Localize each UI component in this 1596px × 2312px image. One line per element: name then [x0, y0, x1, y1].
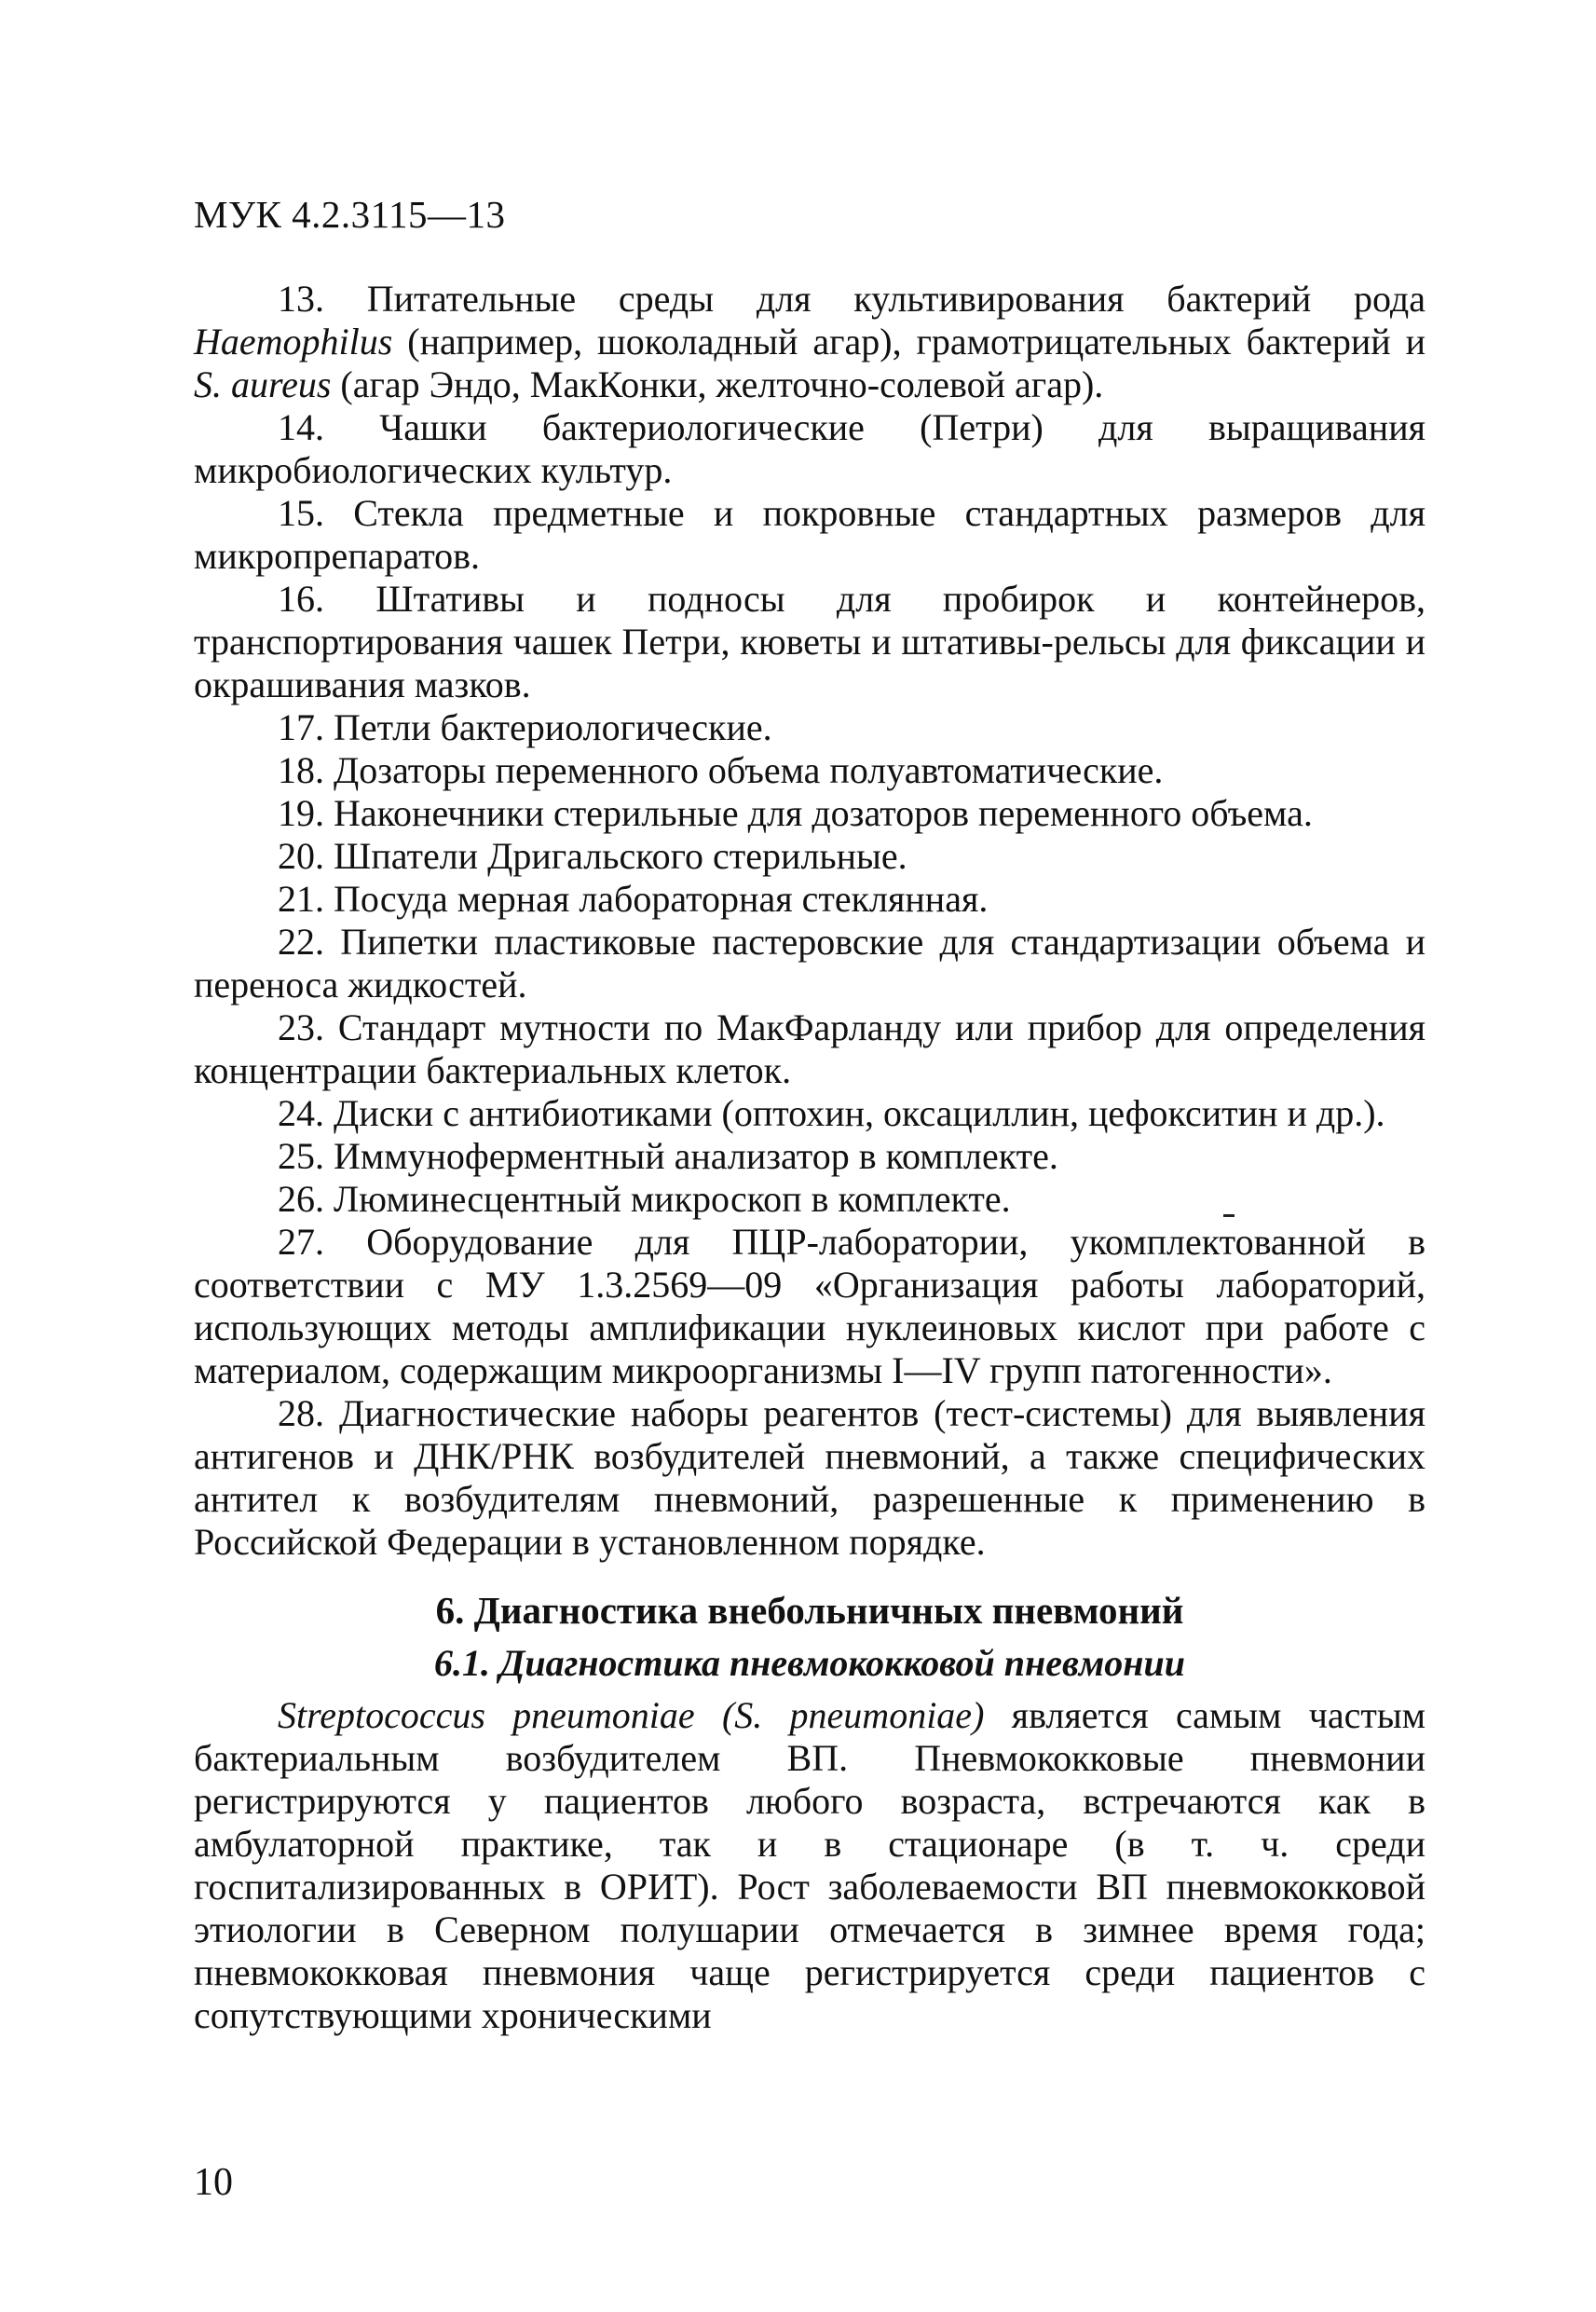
list-item-text: Дозаторы переменного объема полуавтоматические.: [334, 749, 1164, 791]
list-item-text: Штативы и подносы для пробирок и контейнеров, транспортирования чашек Петри, кюветы и штативы-рельсы для фиксации и окрашивания мазков.: [194, 578, 1425, 705]
list-item-text: (например, шоколадный агар), грамотрицательных бактерий и: [392, 321, 1425, 363]
list-item-number: 19.: [278, 792, 324, 834]
list-item: [194, 1092, 1425, 1135]
list-item: [194, 706, 1425, 749]
list-item-number: 23.: [278, 1006, 324, 1048]
list-item-number: 14.: [278, 406, 324, 448]
list-item-number: 22.: [278, 921, 324, 963]
list-item-number: 26.: [278, 1178, 324, 1220]
list-item-text: Диски с антибиотиками (оптохин, оксациллин, цефокситин и др.).: [334, 1092, 1385, 1134]
list-item-text: Шпатели Дригальского стерильные.: [334, 835, 907, 877]
list-item-text: Иммуноферментный анализатор в комплекте.: [334, 1135, 1058, 1177]
list-item: [194, 278, 1425, 406]
list-item-text: Петли бактериологические.: [334, 706, 772, 748]
list-item-text: Чашки бактериологические (Петри) для выращивания микробиологических культур.: [194, 406, 1425, 491]
document-body: [194, 278, 1425, 2037]
list-item-number: 15.: [278, 492, 324, 534]
list-item-number: 27.: [278, 1221, 324, 1263]
list-item-number: 28.: [278, 1392, 324, 1434]
list-item-number: 25.: [278, 1135, 324, 1177]
page-number: 10: [194, 2161, 233, 2204]
species-name: Streptococcus pneumoniae (S. pneumoniae): [278, 1694, 985, 1736]
paragraph-text: является самым частым бактериальным возбудителем ВП. Пневмококковые пневмонии регистрируются у пациентов любого возраста, встречаются как в амбулаторной практике, так и в стационаре (в т. ч. среди госпитализированных в ОРИТ). Рост заболеваемости ВП пневмококковой этиологии в Северном полушарии отмечается в зимнее время года; пневмококковая пневмония чаще регистрируется среди пациентов с сопутствующими хроническими: [194, 1694, 1426, 2036]
species-name: S. aureus: [194, 363, 332, 405]
list-item-text: Стекла предметные и покровные стандартных размеров для микропрепаратов.: [194, 492, 1425, 577]
document-code-header: МУК 4.2.3115—13: [194, 193, 506, 236]
section-paragraph: [194, 1694, 1425, 2037]
list-item: [194, 492, 1425, 578]
list-item: [194, 749, 1425, 792]
list-item: [194, 878, 1425, 921]
list-item: [194, 1006, 1425, 1092]
list-item-text: Наконечники стерильные для дозаторов переменного объема.: [334, 792, 1313, 834]
section-title: 6. Диагностика внебольничных пневмоний: [435, 1589, 1184, 1632]
list-item-number: 17.: [278, 706, 324, 748]
list-item-text: Питательные среды для культивирования бактерий рода: [366, 278, 1425, 320]
list-item-number: 20.: [278, 835, 324, 877]
list-item-number: 13.: [278, 278, 324, 320]
list-item-number: 21.: [278, 878, 324, 920]
list-item: [194, 1392, 1425, 1564]
species-name: Haemophilus: [194, 321, 393, 363]
list-item: [194, 1221, 1425, 1392]
list-item-number: 24.: [278, 1092, 324, 1134]
list-item: [194, 578, 1425, 706]
list-item: [194, 835, 1425, 878]
list-item: [194, 921, 1425, 1006]
list-item-text: Оборудование для ПЦР-лаборатории, укомплектованной в соответствии с МУ 1.3.2569—09 «Организация работы лабораторий, использующих методы амплификации нуклеиновых кислот при работе с материалом, содержащим микроорганизмы I—IV групп патогенности».: [194, 1221, 1425, 1391]
list-item-text: Посуда мерная лабораторная стеклянная.: [334, 878, 989, 920]
list-item-text: Пипетки пластиковые пастеровские для стандартизации объема и переноса жидкостей.: [194, 921, 1425, 1006]
list-item-number: 18.: [278, 749, 324, 791]
list-item-text: Люминесцентный микроскоп в комплекте.: [334, 1178, 1011, 1220]
scan-artifact-mark: [1223, 1214, 1235, 1217]
list-item: [194, 1135, 1425, 1178]
list-item: [194, 406, 1425, 492]
list-item: [194, 1178, 1425, 1221]
list-item-text: (агар Эндо, МакКонки, желточно-солевой агар).: [331, 363, 1104, 405]
list-item-text: Стандарт мутности по МакФарланду или прибор для определения концентрации бактериальных клеток.: [194, 1006, 1426, 1091]
list-item: [194, 792, 1425, 835]
list-item-number: 16.: [278, 578, 324, 620]
list-item-text: Диагностические наборы реагентов (тест-системы) для выявления антигенов и ДНК/РНК возбудителей пневмоний, а также специфических антител к возбудителям пневмоний, разрешенные к применению в Российской Федерации в установленном порядке.: [194, 1392, 1425, 1563]
subsection-title: 6.1. Диагностика пневмококковой пневмонии: [434, 1642, 1185, 1684]
